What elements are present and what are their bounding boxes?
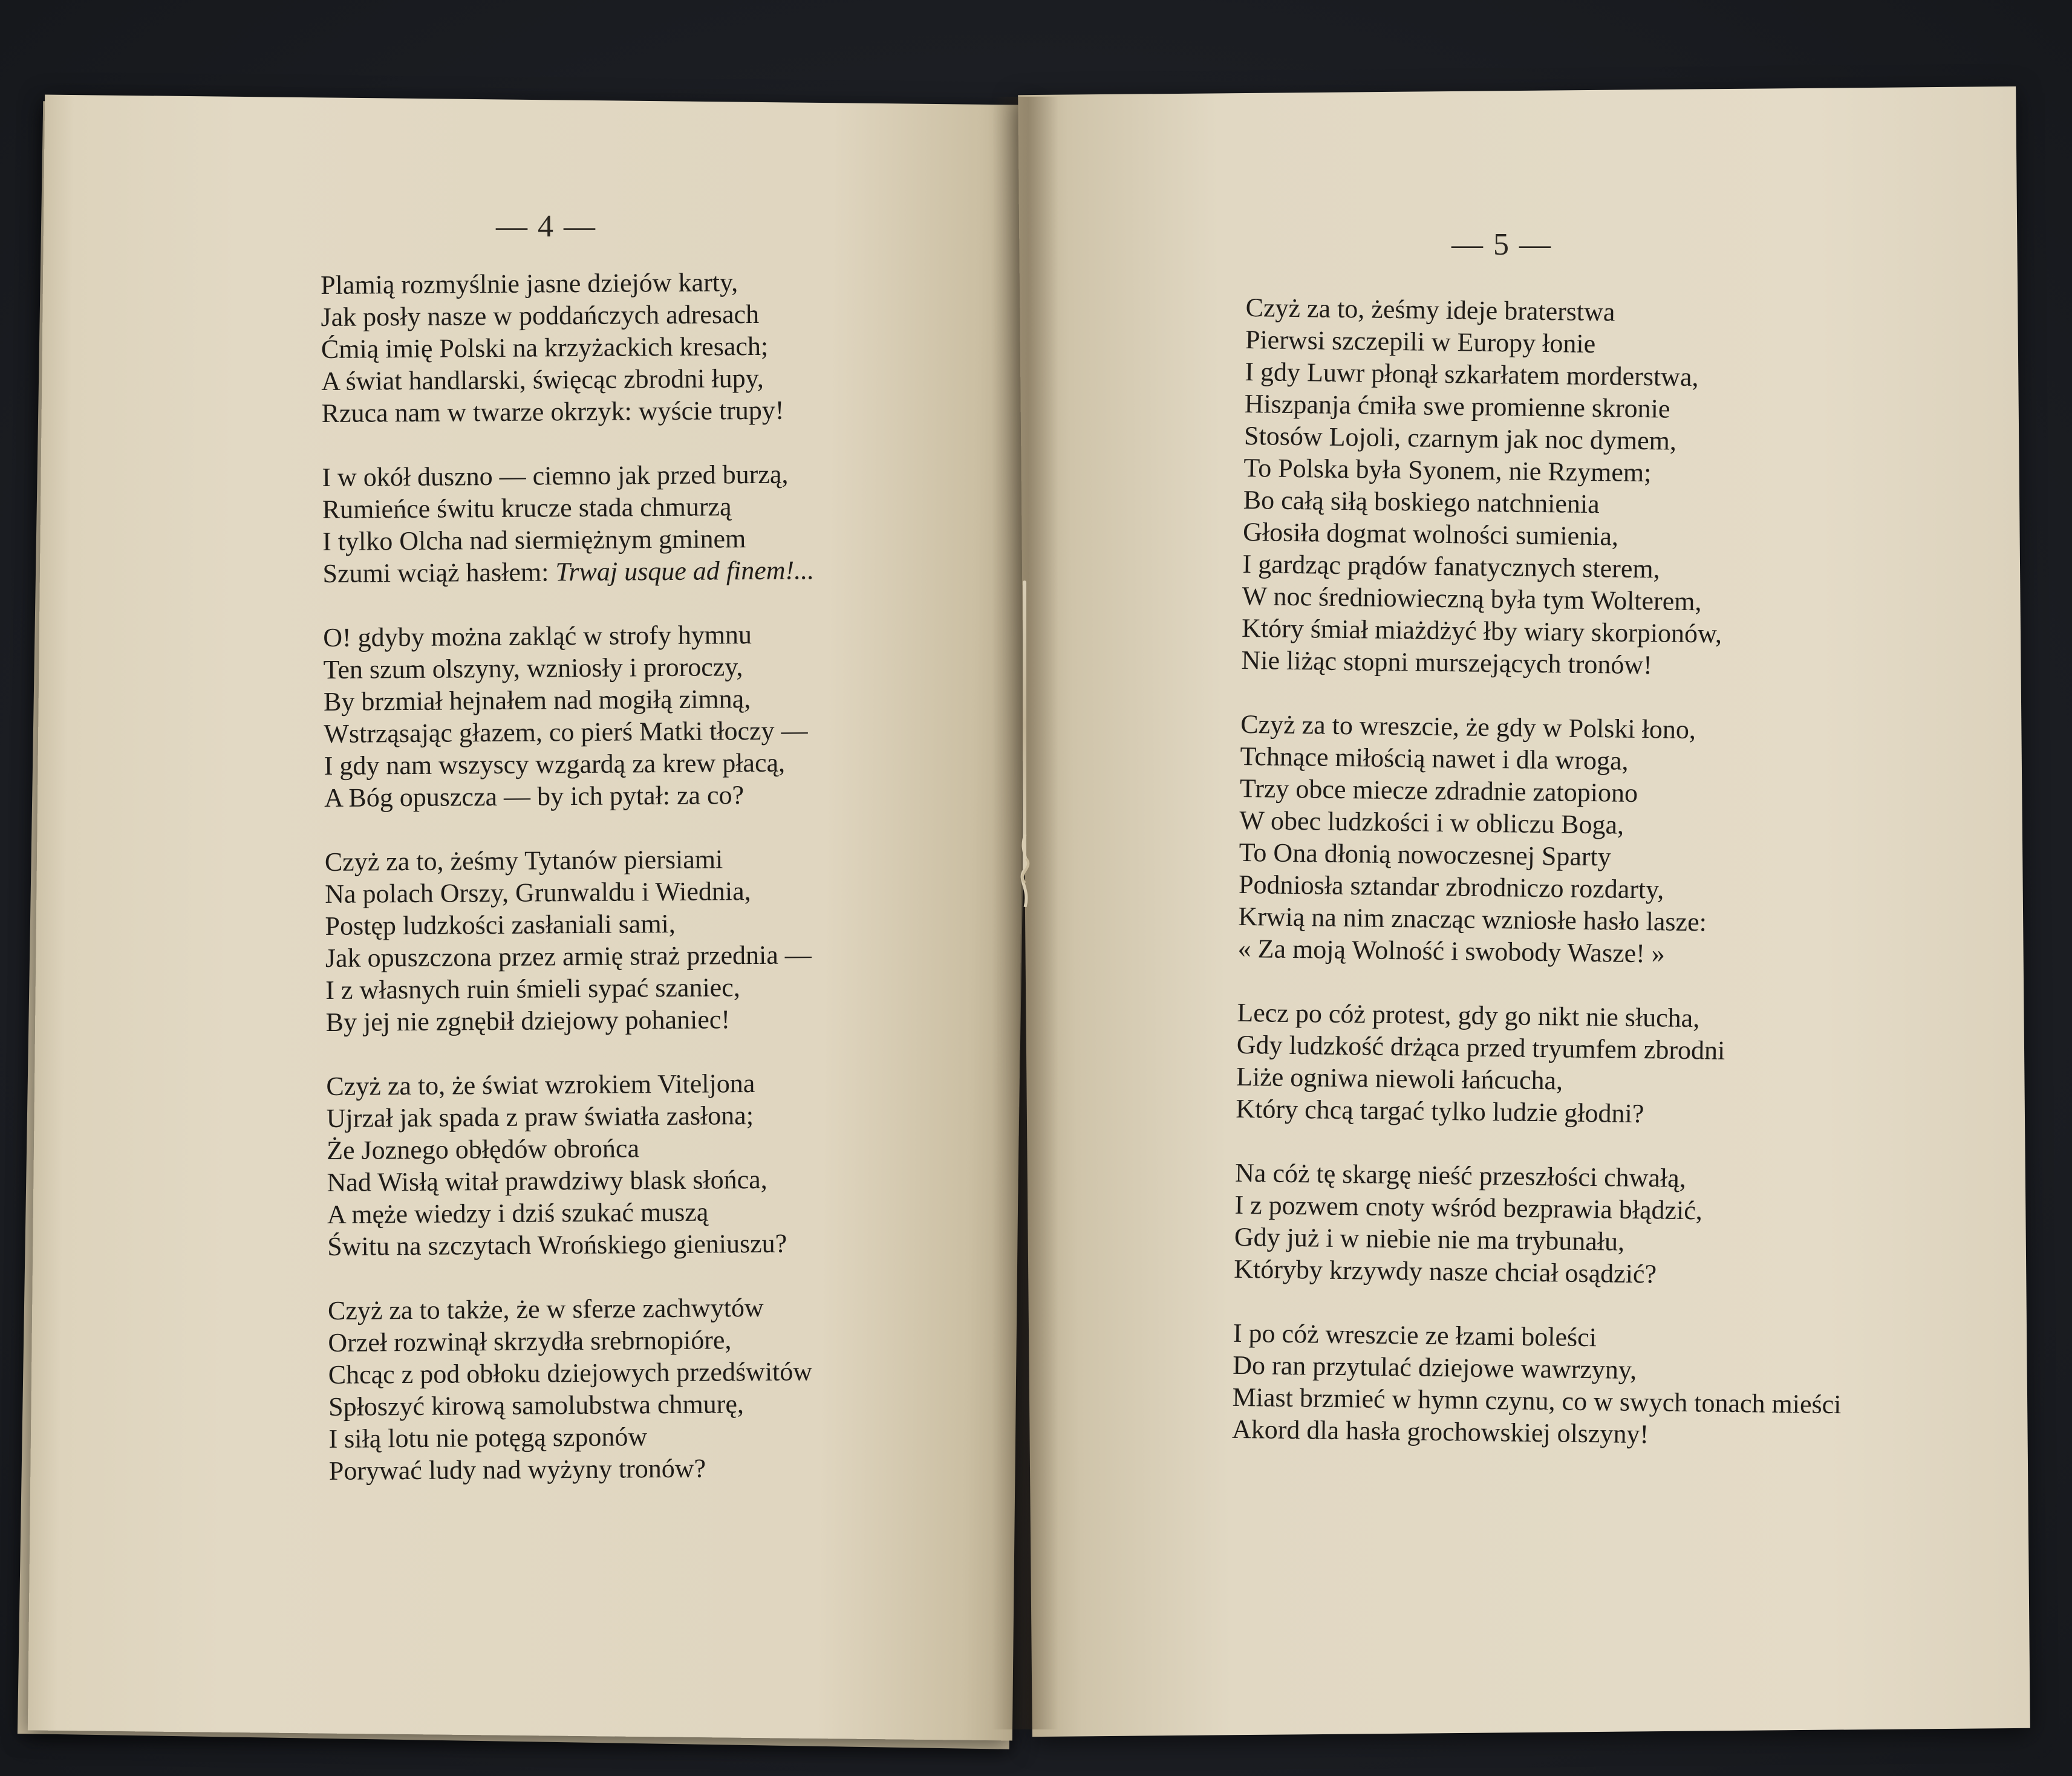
italic-phrase: Trwaj usque ad finem!...: [555, 555, 815, 587]
verse-line: Chcąc z pod obłoku dziejowych przedświtów: [328, 1356, 813, 1390]
book-gutter: [992, 97, 1058, 1729]
stanza: [328, 1291, 821, 1487]
verse-line: I gardząc prądów fanatycznych sterem,: [1242, 548, 1660, 584]
verse-line: Plamią rozmyślnie jasne dziejów karty,: [321, 267, 738, 300]
verse-line: Do ran przytulać dziejowe wawrzyny,: [1233, 1350, 1637, 1385]
verse-line: Tchnące miłością nawet i dla wroga,: [1240, 741, 1629, 776]
verse-line: By brzmiał hejnałem nad mogiłą zimną,: [323, 684, 751, 717]
verse-line: Rumieńce świtu krucze stada chmurzą: [322, 492, 732, 524]
verse-line: I w okół duszno — ciemno jak przed burzą,: [322, 459, 789, 492]
verse-line: Porywać ludy nad wyżyny tronów?: [328, 1453, 706, 1486]
stanza: [323, 618, 816, 814]
verse-line: Szumi wciąż hasłem: Trwaj usque ad finem!...: [322, 555, 815, 588]
verse-line: Stosów Lojoli, czarnym jak noc dymem,: [1243, 420, 1677, 456]
verse-line: Lecz po cóż protest, gdy go nikt nie słucha,: [1237, 997, 1700, 1033]
verse-line: Czyż za to także, że w sferze zachwytów: [327, 1292, 764, 1325]
stanza: [325, 842, 818, 1038]
verse-line: W noc średniowieczną była tym Wolterem,: [1242, 581, 1702, 617]
verse-line: Orzeł rozwinął skrzydła srebrnopióre,: [328, 1325, 732, 1358]
verse-line: I po cóż wreszcie ze łzami boleści: [1233, 1318, 1597, 1353]
binding-thread: [1023, 581, 1026, 871]
verse-line: Akord dla hasła grochowskiej olszyny!: [1231, 1414, 1649, 1449]
verse-line: Który chcą targać tylko ludzie głodni?: [1236, 1093, 1644, 1129]
verse-line: Hiszpanja ćmiła swe promienne skronie: [1244, 388, 1670, 424]
verse-line: Nad Wisłą witał prawdziwy blask słońca,: [327, 1164, 767, 1197]
verse-line: Gdy ludzkość drżąca przed tryumfem zbrodni: [1236, 1029, 1725, 1065]
verse-line: By jej nie zgnębił dziejowy pohaniec!: [325, 1004, 731, 1037]
verse-line: Czyż za to, że świat wzrokiem Viteljona: [326, 1069, 755, 1101]
stanza: [1236, 997, 1846, 1132]
verse-line: O! gdyby można zakląć w strofy hymnu: [323, 620, 752, 652]
verse-line: I z pozwem cnoty wśród bezprawia błądzić,: [1234, 1189, 1703, 1226]
verse-line: Wstrząsając głazem, co pierś Matki tłoczy —: [324, 715, 808, 749]
verse-line: Czyż za to wreszcie, że gdy w Polski łono,: [1240, 709, 1696, 745]
verse-line: I tylko Olcha nad siermiężnym gminem: [322, 524, 746, 556]
page-number-right: — 5 —: [1451, 227, 1552, 262]
verse-line: Bo całą siłą boskiego natchnienia: [1243, 484, 1600, 519]
stanza: [326, 1067, 819, 1263]
verse-line: Że Joznego obłędów obrońca: [327, 1133, 640, 1165]
verse-line: Miast brzmieć w hymn czynu, co w swych tonach mieści: [1232, 1382, 1842, 1420]
verse-line: Głosiła dogmat wolności sumienia,: [1242, 516, 1619, 551]
verse-line: Rzuca nam w twarze okrzyk: wyście trupy!: [321, 395, 784, 428]
verse-line: Postęp ludzkości zasłaniali sami,: [325, 908, 676, 941]
verse-line: Na polach Orszy, Grunwaldu i Wiednia,: [325, 876, 751, 909]
stanza: [1232, 1317, 1842, 1452]
verse-line: Podniosła sztandar zbrodniczo rozdarty,: [1238, 869, 1664, 905]
verse-line: Krwią na nim znacząc wzniosłe hasło lasze:: [1238, 901, 1707, 937]
stanza: [322, 458, 814, 590]
poem-text-left: [321, 265, 821, 1519]
stanza: [1234, 1157, 1844, 1292]
verse-line: To Ona dłonią nowoczesnej Sparty: [1239, 837, 1612, 872]
verse-line: A męże wiedzy i dziś szukać muszą: [327, 1197, 709, 1229]
verse-line: Świtu na szczytach Wrońskiego gieniuszu?: [327, 1228, 787, 1261]
stanza: [1237, 708, 1849, 972]
verse-line: Jak posły nasze w poddańczych adresach: [321, 299, 760, 332]
verse-line: Nie liżąc stopni murszejących tronów!: [1241, 645, 1653, 680]
verse-line: Któryby krzywdy nasze chciał osądzić?: [1233, 1254, 1657, 1289]
stanza: [1241, 291, 1855, 683]
poem-text-right: [1231, 291, 1855, 1485]
verse-line: W obec ludzkości i w obliczu Boga,: [1239, 805, 1624, 840]
verse-line: I gdy Luwr płonął szkarłatem morderstwa,: [1245, 356, 1699, 392]
verse-line: Na cóż tę skargę nieść przeszłości chwałą,: [1234, 1157, 1687, 1193]
verse-line: Jak opuszczona przez armię straż przednia —: [325, 940, 812, 973]
verse-line: Który śmiał miażdżyć łby wiary skorpionów,: [1241, 613, 1722, 649]
verse-line: To Polska była Syonem, nie Rzymem;: [1243, 452, 1652, 488]
verse-line: Czyż za to, żeśmy ideje braterstwa: [1245, 292, 1615, 327]
verse-line: Liże ogniwa niewoli łańcucha,: [1236, 1061, 1563, 1096]
verse-line: Ujrzał jak spada z praw światła zasłona;: [326, 1101, 754, 1133]
verse-line: Gdy już i w niebie nie ma trybunału,: [1234, 1221, 1625, 1257]
verse-line: I gdy nam wszyscy wzgardą za krew płacą,: [324, 747, 786, 781]
verse-line: I z własnych ruin śmieli sypać szaniec,: [325, 972, 740, 1005]
verse-line: Ćmią imię Polski na krzyżackich kresach;: [321, 331, 769, 364]
page-number-left: — 4 —: [496, 209, 596, 244]
verse-line: « Za moją Wolność i swobody Wasze! »: [1237, 933, 1666, 969]
verse-line: A świat handlarski, święcąc zbrodni łupy,: [321, 363, 764, 396]
verse-line: Ten szum olszyny, wzniosły i proroczy,: [323, 652, 743, 685]
binding-thread-knot: [1013, 834, 1037, 907]
verse-line: Pierwsi szczepili w Europy łonie: [1245, 324, 1596, 359]
stanza: [321, 265, 813, 429]
verse-line: Spłoszyć kirową samolubstwa chmurę,: [328, 1389, 744, 1422]
verse-line: Czyż za to, żeśmy Tytanów piersiami: [324, 844, 723, 877]
verse-line: A Bóg opuszcza — by ich pytał: za co?: [324, 780, 744, 813]
verse-line: I siłą lotu nie potęgą szponów: [328, 1422, 648, 1454]
verse-line: Trzy obce miecze zdradnie zatopiono: [1239, 773, 1638, 808]
